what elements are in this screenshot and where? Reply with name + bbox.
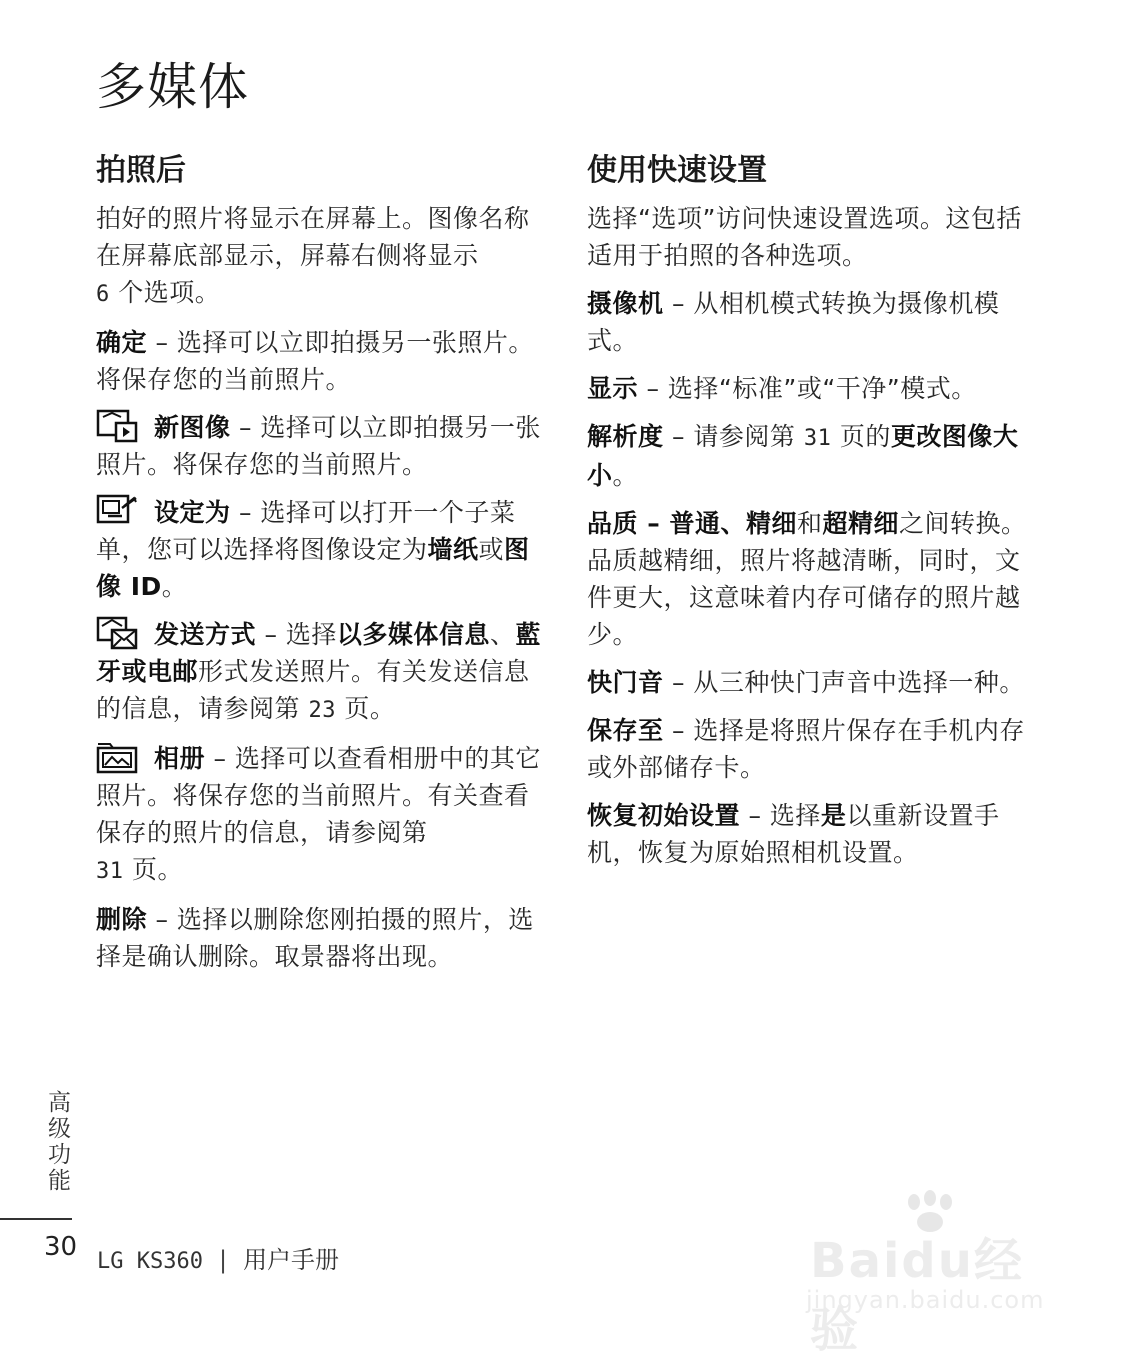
section-heading-quick-settings: 使用快速设置 [587, 153, 767, 188]
send-via-icon [96, 616, 140, 648]
option-quality: 品质 – 普通、精细和超精细之间转换。品质越精细，照片将越清晰，同时，文件更大，这意味着内存可储存的照片越少。 [587, 509, 1027, 649]
option-ok: 确定 – 选择可以立即拍摄另一张照片。将保存您的当前照片。 [96, 328, 534, 394]
album-icon [96, 740, 140, 772]
page-title: 多媒体 [96, 58, 249, 116]
intro-paragraph: 拍好的照片将显示在屏幕上。图像名称在屏幕底部显示，屏幕右侧将显示 6 个选项。 [96, 204, 530, 307]
option-album-term: 相册 [154, 744, 206, 773]
option-delete-term: 删除 [96, 905, 148, 934]
option-shutter-sound: 快门音 – 从三种快门声音中选择一种。 [587, 668, 1025, 697]
footer-manual: 用户手册 [243, 1246, 340, 1274]
baidu-watermark [800, 1190, 1070, 1358]
footer [97, 1240, 339, 1275]
left-column [96, 148, 548, 986]
side-divider [0, 1218, 72, 1220]
option-resolution: 解析度 – 请参阅第 31 页的更改图像大小。 [587, 422, 1019, 490]
page-number: 30 [44, 1232, 78, 1262]
option-send-via: 发送方式 – 选择以多媒体信息、藍牙或电邮形式发送照片。有关发送信息的信息，请参阅第 23 页。 [96, 616, 548, 729]
option-display: 显示 – 选择“标准”或“干净”模式。 [587, 374, 977, 403]
option-delete: 删除 – 选择以删除您刚拍摄的照片，选择是确认删除。取景器将出现。 [96, 905, 534, 971]
watermark-brand: Baidu经验 [810, 1233, 1024, 1358]
option-new-image-term: 新图像 [154, 413, 231, 442]
option-ok-term: 确定 [96, 328, 148, 357]
footer-separator: | [218, 1246, 228, 1274]
option-save-to: 保存至 – 选择是将照片保存在手机内存或外部储存卡。 [587, 716, 1025, 782]
new-image-icon [96, 409, 140, 441]
footer-model: LG KS360 [97, 1249, 203, 1274]
right-column [587, 148, 1037, 882]
chapter-side-label: 高级功能 [44, 1090, 70, 1194]
option-send-via-term: 发送方式 [154, 620, 257, 649]
option-new-image: 新图像 – 选择可以立即拍摄另一张照片。将保存您的当前照片。 [96, 409, 548, 483]
watermark-url: jingyan.baidu.com [806, 1286, 1045, 1314]
option-set-as-term: 设定为 [154, 498, 231, 527]
option-reset-settings: 恢复初始设置 – 选择是以重新设置手机，恢复为原始照相机设置。 [587, 801, 1000, 867]
option-camcorder: 摄像机 – 从相机模式转换为摄像机模式。 [587, 289, 1000, 355]
section-heading-after-shot: 拍照后 [96, 153, 186, 188]
quick-settings-intro: 选择“选项”访问快速设置选项。这包括适用于拍照的各种选项。 [587, 204, 1022, 270]
set-as-icon [96, 494, 140, 526]
option-set-as: 设定为 – 选择可以打开一个子菜单，您可以选择将图像设定为墙纸或图像 ID。 [96, 494, 548, 605]
option-album: 相册 – 选择可以查看相册中的其它照片。将保存您的当前照片。有关查看保存的照片的信息，请参阅第 31 页。 [96, 740, 548, 890]
